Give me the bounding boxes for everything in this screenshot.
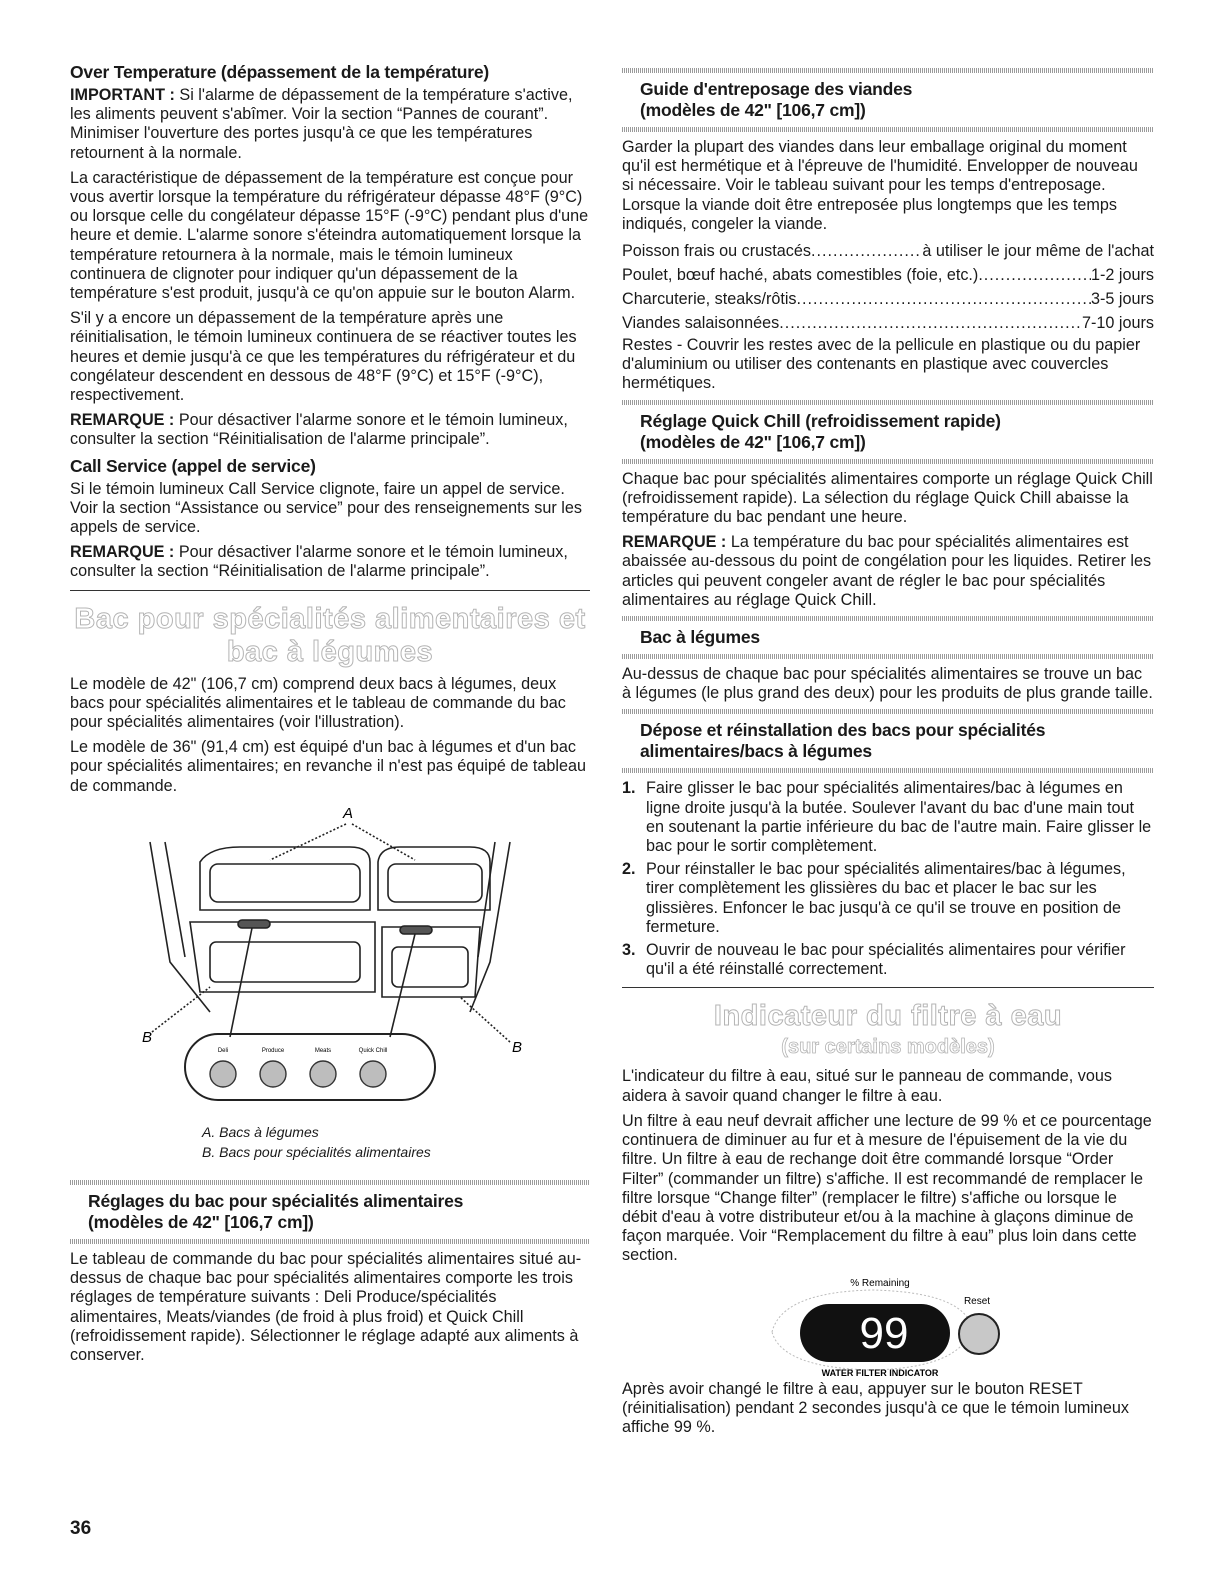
over-temp-note	[70, 411, 590, 449]
over-temp-paragraph-2: La caractéristique de dépassement de la température est conçue pour vous avertir lorsque la température du réfrigérateur dépasse 48°F (9°C) ou lorsque celle du congélateur dépasse 15°F (-9°C) pendant plus d'une heure et demie. L'alarme sonore s'éteindra automatiquement lorsque la température retournera à la normale, mais le témoin lumineux continuera de clignoter pour indiquer qu'un dépassement de la température s'est produit, jusqu'à ce qu'on appuie sur le bouton Alarm.	[70, 168, 589, 303]
over-temp-heading: Over Temperature (dépassement de la température)	[70, 62, 489, 82]
leader-b-left	[152, 987, 210, 1032]
cabinet-line-left-2	[165, 842, 185, 957]
note-label: REMARQUE :	[70, 411, 175, 430]
label-b-right: B	[512, 1038, 523, 1056]
leader-a-right	[352, 824, 415, 860]
list-item	[622, 941, 1154, 979]
filtre-title: Indicateur du filtre à eau	[713, 1000, 1063, 1033]
storage-time: 3-5 jours	[1091, 290, 1154, 309]
upper-drawer-right-window	[388, 864, 482, 902]
button-label-quick-chill: Quick Chill	[358, 1047, 388, 1054]
bac-title-line-1: Bac pour spécialités alimentaires et	[74, 602, 586, 635]
important-label: IMPORTANT :	[70, 86, 175, 104]
over-temp-paragraph-3: S'il y a encore un dépassement de la température après une réinitialisation, le témoin lumineux continuera de se réactiver toutes les heures et demie jusqu'à ce que les températures du réfrigérateur et du congélateur descendent en dessous de 48°F (9°C) et 15°F (-9°C), respectivement.	[70, 309, 577, 405]
storage-row	[622, 288, 1154, 310]
left-column	[70, 62, 590, 1371]
call-service-heading: Call Service (appel de service)	[70, 455, 316, 476]
hatch-divider	[622, 127, 1154, 132]
note-label: REMARQUE :	[70, 543, 175, 562]
leader-dots	[811, 240, 922, 262]
guide-heading-line-2: (modèles de 42" [106,7 cm])	[640, 100, 866, 120]
hatch-divider	[622, 768, 1154, 773]
filtre-paragraph-3: Après avoir changé le filtre à eau, appuyer sur le bouton RESET (réinitialisation) pendant 2 secondes jusqu'à ce que le témoin lumineux affiche 99 %.	[622, 1379, 1130, 1436]
storage-item: Viandes salaisonnées	[622, 314, 780, 333]
step-number: 3.	[622, 941, 636, 960]
leader-dots	[978, 264, 1091, 286]
important-text: Si l'alarme de dépassement de la température s'active, les aliments peuvent s'abîmer. Voir la section “Pannes de courant”. Minimiser l'ouverture des portes jusqu'à ce que les températures retournent à la normale.	[70, 86, 573, 162]
bac-section-title	[70, 603, 590, 669]
guide-heading-line-1: Guide d'entreposage des viandes	[640, 79, 913, 99]
leader-dots	[797, 288, 1091, 310]
leader-dots	[779, 312, 1082, 334]
note-text: Pour désactiver l'alarme sonore et le témoin lumineux, consulter la section “Réinitialisation de l'alarme principale”.	[70, 411, 568, 449]
hatch-divider	[622, 68, 1154, 73]
hatch-divider	[622, 400, 1154, 405]
caption-a: A. Bacs à légumes	[202, 1123, 319, 1140]
bac-legumes-heading-text: Bac à légumes	[640, 627, 760, 648]
list-item	[622, 779, 1154, 856]
depose-heading-line-1: Dépose et réinstallation des bacs pour spécialités	[640, 720, 1046, 741]
depose-heading-line-2: alimentaires/bacs à légumes	[640, 741, 872, 762]
water-filter-drawing	[622, 1272, 1154, 1380]
guide-paragraph-2: Restes - Couvrir les restes avec de la pellicule en plastique ou du papier d'aluminium ou utiliser des contenants en plastique avec couvercles hermétiques.	[622, 336, 1141, 393]
storage-row	[622, 240, 1154, 262]
water-filter-indicator	[622, 1272, 1154, 1380]
bac-paragraph-2: Le modèle de 36" (91,4 cm) est équipé d'un bac à légumes et d'un bac pour spécialités alimentaires; en revanche il n'est pas équipé de tableau de commande.	[70, 738, 587, 795]
bac-title-line-2: bac à légumes	[226, 635, 434, 668]
reglages-heading-line-1: Réglages du bac pour spécialités alimentaires	[88, 1190, 464, 1211]
section-rule	[622, 987, 1154, 988]
hatch-divider	[70, 1239, 590, 1244]
reglages-heading	[70, 1191, 590, 1233]
remaining-label: % Remaining	[850, 1277, 910, 1289]
upper-drawer-left-window	[210, 864, 360, 902]
hatch-divider	[622, 654, 1154, 659]
crisper-drawing	[70, 802, 590, 1122]
caption-b: B. Bacs pour spécialités alimentaires	[202, 1143, 431, 1160]
call-service-paragraph: Si le témoin lumineux Call Service clignote, faire un appel de service. Voir la section “Assistance ou service” pour des renseignements sur les appels de service.	[70, 479, 582, 537]
storage-time: à utiliser le jour même de l'achat	[922, 242, 1154, 261]
deli-button[interactable]	[210, 1061, 236, 1087]
storage-row	[622, 312, 1154, 334]
storage-time: 7-10 jours	[1082, 314, 1154, 333]
upper-drawer-right	[378, 847, 490, 910]
filtre-paragraph-2: Un filtre à eau neuf devrait afficher une lecture de 99 % et ce pourcentage continuera de diminuer au fur et à mesure de l'épuisement de la vie du filtre. Un filtre à eau de rechange doit être commandé lorsque “Order Filter” (commander un filtre) s'affiche. Il est recommandé de remplacer le filtre lorsque “Change filter” (remplacer le filtre) s'affiche ou lorsque le débit d'eau à votre distributeur et/ou à la machine à glaçons diminue de façon marquée. Voir “Remplacement du filtre à eau” plus loin dans cette section.	[622, 1111, 1152, 1265]
page-number: 36	[70, 1518, 92, 1539]
note-text: Pour désactiver l'alarme sonore et le témoin lumineux, consulter la section “Réinitialisation de l'alarme principale”.	[70, 543, 568, 581]
step-number: 1.	[622, 779, 636, 798]
reglages-paragraph: Le tableau de commande du bac pour spécialités alimentaires situé au-dessus de chaque bac pour spécialités alimentaires comporte les trois réglages de température suivants : Deli Produce/spécialités alimentaires, Meats/viandes (de froid à plus froid) et Quick Chill (refroidissement rapide). Sélectionner le réglage adapté aux aliments à conserver.	[70, 1249, 582, 1364]
button-label-deli: Deli	[217, 1047, 229, 1054]
quick-chill-heading-line-2: (modèles de 42" [106,7 cm])	[640, 431, 866, 452]
label-a: A	[343, 804, 354, 822]
bac-legumes-paragraph: Au-dessus de chaque bac pour spécialités alimentaires se trouve un bac à légumes (le plus grand des deux) pour les produits de plus grande taille.	[622, 665, 1153, 703]
list-item	[622, 860, 1154, 937]
step-number: 2.	[622, 860, 636, 879]
note-text: La température du bac pour spécialités alimentaires est abaissée au-dessous du point de congélation pour les liquides. Retirer les articles qui peuvent congeler avant de régler le bac pour spécialités alimentaires au réglage Quick Chill.	[622, 533, 1152, 609]
produce-button[interactable]	[260, 1061, 286, 1087]
leader-a-left	[270, 824, 346, 860]
button-label-produce: Produce	[261, 1047, 285, 1054]
storage-row	[622, 264, 1154, 286]
note-label: REMARQUE :	[622, 533, 727, 552]
quick-chill-heading	[622, 411, 1154, 453]
guide-viandes-heading	[622, 79, 1154, 121]
indicator-caption: WATER FILTER INDICATOR	[821, 1367, 939, 1378]
indicator-value: 99	[859, 1308, 909, 1358]
storage-table	[622, 240, 1154, 334]
step-text: Faire glisser le bac pour spécialités alimentaires/bac à légumes en ligne droite jusqu'à la butée. Soulever l'avant du bac d'une main tout en soutenant la partie inférieure du bac de l'autre main. Faire glisser le bac pour le sortir complètement.	[646, 779, 1152, 856]
quick-chill-heading-line-1: Réglage Quick Chill (refroidissement rapide)	[640, 410, 1001, 431]
call-service-note	[70, 543, 590, 581]
leader-b-right	[460, 997, 510, 1042]
storage-time: 1-2 jours	[1091, 266, 1154, 285]
control-pill-right	[400, 926, 432, 934]
quick-chill-note	[622, 533, 1154, 610]
panel-buttons	[210, 1048, 387, 1087]
depose-heading	[622, 720, 1154, 762]
storage-item: Poulet, bœuf haché, abats comestibles (foie, etc.)	[622, 266, 979, 285]
hatch-divider	[622, 709, 1154, 714]
step-text: Ouvrir de nouveau le bac pour spécialités alimentaires pour vérifier qu'il a été réinstallé correctement.	[646, 941, 1126, 979]
button-label-meats: Meats	[314, 1047, 332, 1054]
hatch-divider	[622, 459, 1154, 464]
reglages-heading-line-2: (modèles de 42" [106,7 cm])	[88, 1211, 314, 1232]
label-b-left: B	[142, 1028, 153, 1046]
upper-drawer-left	[200, 847, 370, 910]
control-pill-left	[238, 920, 270, 928]
hatch-divider	[622, 616, 1154, 621]
bac-paragraph-1: Le modèle de 42" (106,7 cm) comprend deux bacs à légumes, deux bacs pour spécialités alimentaires et le tableau de commande du bac pour spécialités alimentaires (voir l'illustration).	[70, 674, 566, 732]
reset-button[interactable]	[959, 1314, 999, 1354]
filtre-paragraph-1: L'indicateur du filtre à eau, situé sur le panneau de commande, vous aidera à savoir quand changer le filtre à eau.	[622, 1067, 1112, 1105]
section-rule	[70, 590, 590, 591]
crisper-illustration	[70, 802, 590, 1122]
hatch-divider	[70, 1180, 590, 1185]
bac-legumes-heading	[622, 627, 1154, 648]
storage-item: Poisson frais ou crustacés	[622, 242, 811, 261]
quick-chill-button[interactable]	[360, 1061, 386, 1087]
depose-steps	[622, 779, 1154, 979]
step-text: Pour réinstaller le bac pour spécialités alimentaires/bac à légumes, tirer complètement les glissières du bac et placer le bac sur les glissières. Enfoncer le bac jusqu'à ce qu'il se trouve en position de fermeture.	[646, 860, 1126, 936]
quick-chill-paragraph: Chaque bac pour spécialités alimentaires comporte un réglage Quick Chill (refroidissement rapide). La sélection du réglage Quick Chill abaisse la température du bac pendant une heure.	[622, 469, 1153, 527]
guide-paragraph-1: Garder la plupart des viandes dans leur emballage original du moment qu'il est hermétique et à l'épreuve de l'humidité. Envelopper de nouveau si nécessaire. Voir le tableau suivant pour les temps d'entreposage. Lorsque la viande doit être entreposée plus longtemps que les temps indiqués, congeler la viande.	[622, 138, 1138, 233]
meats-button[interactable]	[310, 1061, 336, 1087]
reset-label: Reset	[963, 1295, 991, 1307]
over-temp-important	[70, 86, 590, 163]
lower-drawer-left-window	[210, 942, 360, 982]
storage-item: Charcuterie, steaks/rôtis	[622, 290, 797, 309]
filtre-subtitle: (sur certains modèles)	[781, 1036, 995, 1059]
right-column	[622, 68, 1154, 1443]
